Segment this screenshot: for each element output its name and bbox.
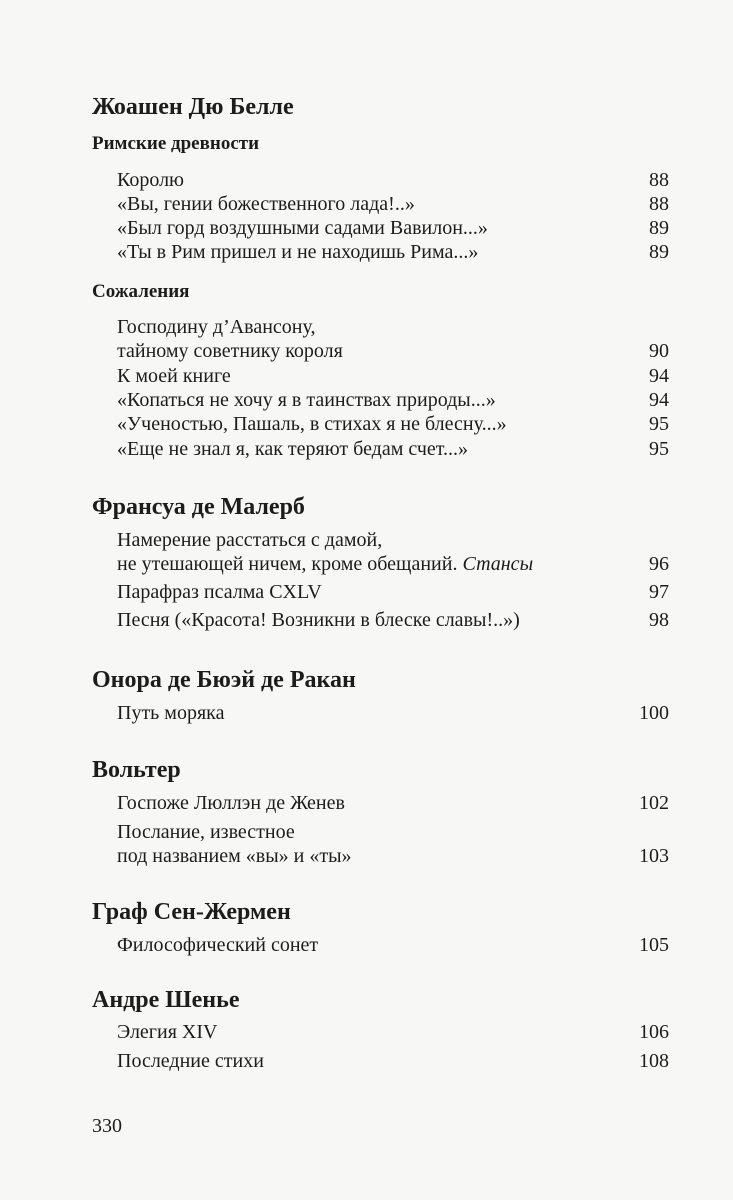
author-heading: Вольтер <box>92 757 181 783</box>
author-heading: Андре Шенье <box>92 987 240 1013</box>
page-number: 94 <box>649 365 669 387</box>
entry-title: Путь моряка <box>117 702 225 724</box>
toc-entry[interactable] <box>117 216 669 240</box>
page-number: 97 <box>649 581 669 603</box>
toc-entry[interactable] <box>117 1049 669 1073</box>
page-number: 95 <box>649 413 669 435</box>
toc-entry[interactable] <box>117 315 669 363</box>
entry-title-line: не утешающей ничем, кроме обещаний. <box>117 553 458 575</box>
page-number: 105 <box>639 934 669 956</box>
author-heading: Граф Сен-Жермен <box>92 899 291 925</box>
toc-entry[interactable] <box>117 608 669 632</box>
entry-title-line: тайному советнику короля <box>117 340 343 362</box>
entry-title-line: под названием «вы» и «ты» <box>117 845 352 867</box>
toc-entry[interactable] <box>117 388 669 412</box>
entry-title: «Был горд воздушными садами Вавилон...» <box>117 217 488 239</box>
toc-entry[interactable] <box>117 412 669 436</box>
page-number: 88 <box>649 169 669 191</box>
page-number: 89 <box>649 217 669 239</box>
page-number: 108 <box>639 1050 669 1072</box>
entry-title: Философический сонет <box>117 934 319 956</box>
entry-title-line: Послание, известное <box>117 821 295 843</box>
entry-title: Госпоже Люллэн де Женев <box>117 792 345 814</box>
entry-title: «Копаться не хочу я в таинствах природы...» <box>117 389 496 411</box>
page-number: 106 <box>639 1021 669 1043</box>
section-heading: Сожаления <box>92 281 190 302</box>
toc-entry[interactable] <box>117 437 669 461</box>
genre-label: Стансы <box>462 553 534 575</box>
page-number: 103 <box>639 845 669 867</box>
toc-entry[interactable] <box>117 528 669 576</box>
entry-title: Парафраз псалма CXLV <box>117 581 322 603</box>
entry-title: Последние стихи <box>117 1050 264 1072</box>
page-number: 98 <box>649 609 669 631</box>
entry-title: «Ты в Рим пришел и не находишь Рима...» <box>117 241 479 263</box>
entry-title: «Вы, гении божественного лада!..» <box>117 193 415 215</box>
page-number: 94 <box>649 389 669 411</box>
entry-title: Королю <box>117 169 185 191</box>
toc-entry[interactable] <box>117 1020 669 1044</box>
toc-entry[interactable] <box>117 364 669 388</box>
toc-entry[interactable] <box>117 580 669 604</box>
entry-title: К моей книге <box>117 365 231 387</box>
author-heading: Онора де Бюэй де Ракан <box>92 667 356 693</box>
page-number: 89 <box>649 241 669 263</box>
page-number: 90 <box>649 340 669 362</box>
toc-entry[interactable] <box>117 933 669 957</box>
entry-title: «Ученостью, Пашаль, в стихах я не блесну...» <box>117 413 507 435</box>
section-heading: Римские древности <box>92 133 260 154</box>
entry-title-line: Намерение расстаться с дамой, <box>117 529 383 551</box>
page-number: 95 <box>649 438 669 460</box>
toc-entry[interactable] <box>117 701 669 725</box>
page-number: 102 <box>639 792 669 814</box>
page-number: 100 <box>639 702 669 724</box>
entry-title: Элегия XIV <box>117 1021 218 1043</box>
entry-title: «Еще не знал я, как теряют бедам счет...» <box>117 438 469 460</box>
page-number: 96 <box>649 553 669 575</box>
entry-title-line: Господину д’Авансону, <box>117 316 316 338</box>
toc-entry[interactable] <box>117 192 669 216</box>
toc-entry[interactable] <box>117 168 669 192</box>
toc-entry[interactable] <box>117 791 669 815</box>
page-number: 88 <box>649 193 669 215</box>
entry-title: Песня («Красота! Возникни в блеске славы!..») <box>117 609 520 631</box>
toc-entry[interactable] <box>117 240 669 264</box>
toc-entry[interactable] <box>117 820 669 868</box>
author-heading: Жоашен Дю Белле <box>92 94 294 120</box>
author-heading: Франсуа де Малерб <box>92 494 305 520</box>
page-folio: 330 <box>92 1115 122 1137</box>
